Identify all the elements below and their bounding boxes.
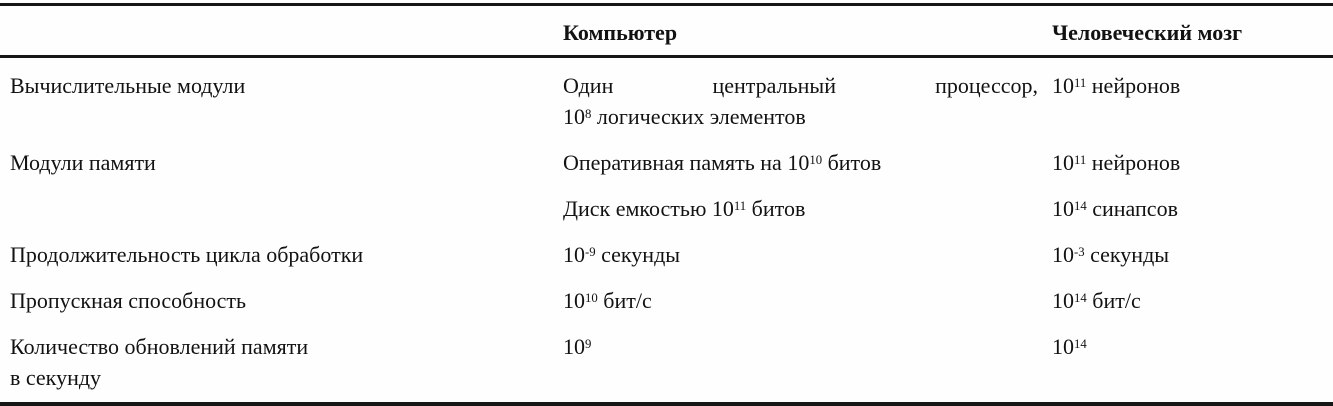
computer-cell: Оперативная память на $10^{10}$ битов: [563, 150, 882, 175]
brain-cell: $10^{11}$ нейронов: [1052, 73, 1181, 98]
row-label: Продолжительность цикла обработки: [10, 242, 364, 267]
computer-cell: $10^9$: [563, 334, 592, 359]
brain-cell: $10^{14}$ бит/с: [1052, 288, 1141, 313]
table-row: [0, 58, 1333, 132]
computer-cell: Диск емкостью $10^{11}$ битов: [563, 196, 806, 221]
row-label: Модули памяти: [10, 150, 156, 175]
row-label: Вычислительные модули: [10, 73, 246, 98]
table-header-row: [0, 6, 1333, 55]
header-human-brain: Человеческий мозг: [1052, 20, 1243, 45]
brain-cell: $10^{11}$ нейронов: [1052, 150, 1181, 175]
table-footer-spacer: [0, 402, 1333, 406]
row-label: Количество обновлений памяти в секунду: [10, 334, 309, 390]
table-row: [0, 147, 1333, 178]
brain-cell: $10^{14}$: [1052, 334, 1087, 359]
row-label: Пропускная способность: [10, 288, 247, 313]
table-bottom-rule: [0, 402, 1333, 406]
brain-cell: $10^{-3}$ секунды: [1052, 242, 1170, 267]
table-row: [0, 331, 1333, 393]
brain-cell: $10^{14}$ синапсов: [1052, 196, 1178, 221]
computer-cell: Один центральный процессор, $10^8$ логических элементов: [563, 73, 1038, 129]
table-row: [0, 285, 1333, 316]
table-row: [0, 239, 1333, 270]
header-empty: [10, 17, 563, 48]
computer-cell: $10^{10}$ бит/с: [563, 288, 652, 313]
computer-cell: $10^{-9}$ секунды: [563, 242, 681, 267]
row-label: [10, 193, 563, 224]
header-computer: Компьютер: [563, 20, 678, 45]
table-row: [0, 193, 1333, 224]
